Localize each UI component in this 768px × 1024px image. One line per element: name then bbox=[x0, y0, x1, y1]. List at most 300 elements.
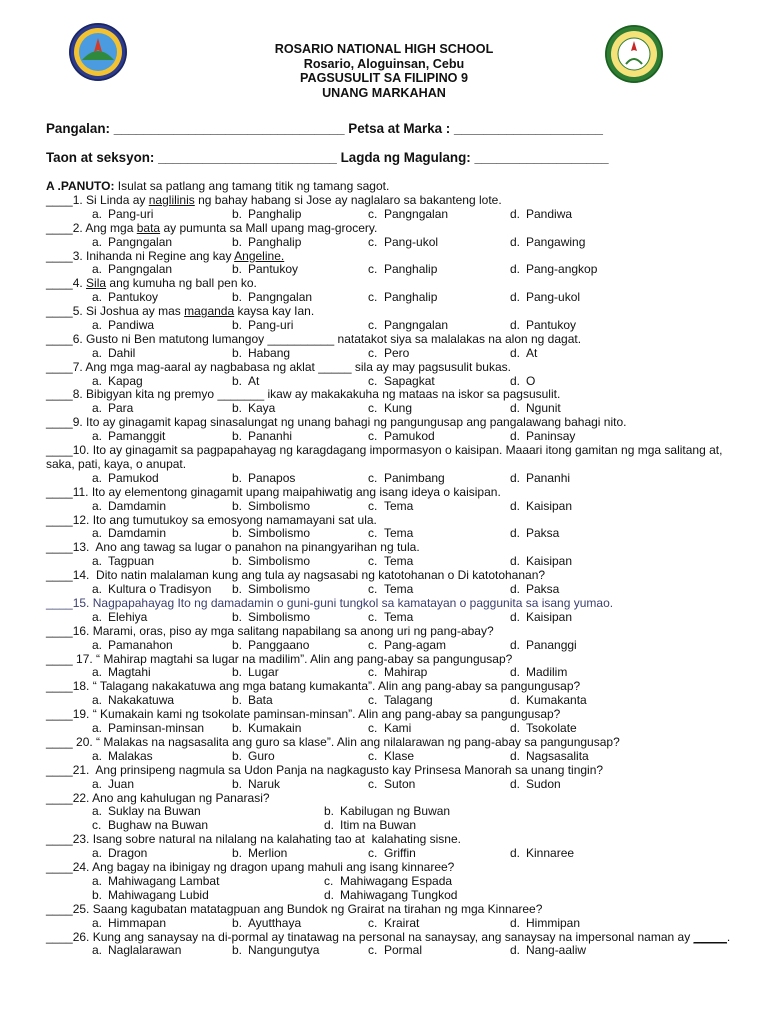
choice-letter: b. bbox=[232, 290, 243, 305]
choice-letter: d. bbox=[510, 776, 521, 791]
choice-text: Simbolismo bbox=[248, 554, 311, 569]
choice-row bbox=[46, 639, 746, 653]
choice-letter: d. bbox=[510, 498, 521, 513]
question-number: ____2. bbox=[46, 220, 83, 235]
question-text: Ang bagay na ibinigay ng dragon upang mahuli ang isang kinnaree? bbox=[89, 860, 455, 875]
choice-letter: c. bbox=[368, 429, 378, 444]
question-number: ____22. bbox=[46, 790, 90, 805]
underlined-word: bata bbox=[136, 220, 161, 235]
choice-letter: a. bbox=[92, 943, 103, 958]
question-19 bbox=[46, 708, 746, 722]
question-15 bbox=[46, 597, 746, 611]
choice-row bbox=[46, 611, 746, 625]
question-text: Inihanda ni Regine ang kay bbox=[82, 248, 235, 263]
choice-letter: a. bbox=[92, 776, 103, 791]
choice-text: Kapag bbox=[108, 373, 143, 388]
choice-letter: c. bbox=[368, 582, 378, 597]
choice-letter: d. bbox=[324, 887, 335, 902]
question-number: ____19. bbox=[46, 707, 90, 722]
question-number: ____ 20. bbox=[46, 734, 93, 749]
choice-text: Panghalip bbox=[384, 262, 438, 277]
choice-letter: d. bbox=[510, 609, 521, 624]
choice-letter: b. bbox=[232, 665, 243, 680]
choice-letter: b. bbox=[232, 401, 243, 416]
choice-text: Juan bbox=[108, 776, 135, 791]
choice-row bbox=[46, 319, 746, 333]
instructions-text: Isulat sa patlang ang tamang titik ng tamang sagot. bbox=[114, 179, 390, 193]
choice-text: Simbolismo bbox=[248, 498, 311, 513]
choice-text: Pangngalan bbox=[384, 318, 449, 332]
choice-text: Kami bbox=[384, 721, 412, 736]
choice-letter: a. bbox=[92, 206, 103, 221]
question-text: Nagpapahayag Ito ng damadamin o guni-guni tungkol sa kamatayan o paggunita sa isang yumao. bbox=[89, 595, 614, 610]
question-6 bbox=[46, 333, 746, 347]
choice-letter: d. bbox=[510, 748, 521, 763]
choice-letter: c. bbox=[368, 776, 378, 791]
choice-row bbox=[46, 291, 746, 305]
choice-letter: b. bbox=[232, 206, 243, 221]
choice-text: Pangngalan bbox=[248, 290, 313, 305]
quarter-title: UNANG MARKAHAN bbox=[322, 85, 446, 100]
question-2 bbox=[46, 222, 746, 236]
choice-text: Mahirap bbox=[384, 665, 428, 680]
choice-text: Pero bbox=[384, 345, 410, 360]
choice-letter: a. bbox=[92, 401, 103, 416]
choice-text: Kumakanta bbox=[526, 693, 587, 708]
choice-letter: d. bbox=[510, 582, 521, 597]
choice-letter: c. bbox=[368, 721, 378, 736]
choice-text: Tagpuan bbox=[108, 554, 155, 569]
choice-row bbox=[46, 583, 746, 597]
question-17 bbox=[46, 653, 746, 667]
choice-text: Pamukod bbox=[108, 470, 159, 485]
underlined-word: Sila bbox=[86, 276, 107, 291]
choice-letter: a. bbox=[92, 290, 103, 305]
choice-row bbox=[46, 917, 746, 931]
choice-letter: d. bbox=[510, 637, 521, 652]
choice-letter: c. bbox=[368, 206, 378, 221]
choice-letter: b. bbox=[232, 262, 243, 277]
choice-row bbox=[46, 402, 746, 416]
choice-letter: a. bbox=[92, 693, 103, 708]
choice-letter: b. bbox=[232, 915, 243, 930]
underlined-word: Angeline. bbox=[234, 248, 285, 263]
question-26 bbox=[46, 931, 746, 945]
question-text: ay pumunta sa Mall upang mag-grocery. bbox=[160, 220, 378, 235]
choice-text: Pangngalan bbox=[108, 234, 173, 249]
choice-letter: a. bbox=[92, 721, 103, 736]
choice-letter: a. bbox=[92, 234, 103, 249]
question-13 bbox=[46, 541, 746, 555]
choice-letter: c. bbox=[368, 637, 378, 652]
choice-text: Kaya bbox=[248, 401, 276, 416]
question-7 bbox=[46, 361, 746, 375]
choice-text: Pananggi bbox=[526, 637, 577, 652]
choice-letter: c. bbox=[324, 873, 334, 888]
choice-text: Pantukoy bbox=[526, 318, 577, 332]
choice-letter: c. bbox=[368, 401, 378, 416]
question-16 bbox=[46, 625, 746, 639]
choice-letter: d. bbox=[510, 943, 521, 958]
choice-text: Paminsan-minsan bbox=[108, 721, 205, 736]
choice-letter: b. bbox=[232, 373, 243, 388]
choice-letter: d. bbox=[510, 846, 521, 861]
choice-letter: a. bbox=[92, 373, 103, 388]
choice-text: Panggaano bbox=[248, 637, 310, 652]
choice-letter: d. bbox=[510, 721, 521, 736]
school-name: ROSARIO NATIONAL HIGH SCHOOL bbox=[274, 42, 494, 56]
exam-title: PAGSUSULIT SA FILIPINO 9 bbox=[300, 71, 468, 85]
choice-text: Pangngalan bbox=[108, 262, 173, 277]
choice-text: Tema bbox=[384, 609, 414, 624]
choice-text: Kaisipan bbox=[526, 554, 573, 569]
choice-letter: a. bbox=[92, 526, 103, 541]
choice-text: Tsokolate bbox=[526, 721, 577, 736]
choice-letter: a. bbox=[92, 873, 103, 888]
choice-letter: b. bbox=[232, 470, 243, 485]
choice-text: Dragon bbox=[108, 846, 148, 861]
choice-text: Pamanahon bbox=[108, 637, 173, 652]
choice-text: Pang-agam bbox=[384, 637, 447, 652]
choice-text: Mahiwagang Tungkod bbox=[340, 887, 458, 902]
choice-text: Nangungutya bbox=[248, 943, 320, 958]
exam-content bbox=[46, 180, 746, 958]
choice-letter: a. bbox=[92, 582, 103, 597]
choice-text: Panimbang bbox=[384, 470, 445, 485]
choice-text: Sapagkat bbox=[384, 373, 435, 388]
choice-text: Damdamin bbox=[108, 498, 167, 513]
choice-letter: d. bbox=[510, 290, 521, 305]
choice-row bbox=[46, 500, 746, 514]
question-text: Kung ang sanaysay na di-pormal ay tinatawag na personal na sanaysay, ang sanaysay na impersonal naman ay bbox=[89, 929, 694, 944]
choice-text: Panghalip bbox=[248, 206, 302, 221]
choice-letter: a. bbox=[92, 470, 103, 485]
school-address: Rosario, Aloguinsan, Cebu bbox=[303, 56, 465, 71]
choice-letter: d. bbox=[510, 693, 521, 708]
choice-letter: b. bbox=[232, 721, 243, 736]
choice-letter: c. bbox=[368, 748, 378, 763]
choice-text: Kaisipan bbox=[526, 609, 573, 624]
choice-letter: b. bbox=[232, 554, 243, 569]
choice-row bbox=[46, 889, 746, 903]
choice-text: Dahil bbox=[108, 345, 136, 360]
question-number: ____13. bbox=[46, 540, 90, 555]
choice-letter: b. bbox=[324, 804, 335, 819]
question-list bbox=[46, 194, 746, 958]
choice-letter: b. bbox=[232, 637, 243, 652]
question-24 bbox=[46, 861, 746, 875]
choice-text: Kumakain bbox=[248, 721, 302, 736]
choice-text: Pananhi bbox=[526, 470, 571, 485]
choice-row bbox=[46, 750, 746, 764]
choice-text: Lugar bbox=[248, 665, 279, 680]
choice-letter: a. bbox=[92, 915, 103, 930]
question-number: ____14. bbox=[46, 568, 90, 583]
question-10 bbox=[46, 444, 746, 472]
choice-row bbox=[46, 472, 746, 486]
choice-text: Paksa bbox=[526, 526, 560, 541]
instructions bbox=[46, 180, 746, 194]
choice-letter: b. bbox=[232, 429, 243, 444]
choice-letter: d. bbox=[510, 373, 521, 388]
choice-text: Pang-ukol bbox=[526, 290, 581, 305]
choice-text: At bbox=[526, 345, 538, 360]
choice-text: Simbolismo bbox=[248, 609, 311, 624]
choice-letter: b. bbox=[92, 887, 103, 902]
question-number: ____9. bbox=[46, 415, 83, 430]
choice-text: Pang-angkop bbox=[526, 262, 598, 277]
choice-text: Guro bbox=[248, 748, 275, 763]
question-text: “ Malakas na nagsasalita ang guro sa klase”. Alin ang nilalarawan ng pang-abay sa pangungusap? bbox=[92, 734, 620, 749]
choice-letter: c. bbox=[368, 526, 378, 541]
choice-letter: d. bbox=[510, 470, 521, 485]
choice-letter: c. bbox=[368, 262, 378, 277]
question-25 bbox=[46, 903, 746, 917]
choice-row bbox=[46, 722, 746, 736]
choice-row bbox=[46, 347, 746, 361]
instructions-label: A .PANUTO: bbox=[46, 179, 115, 193]
choice-text: O bbox=[526, 373, 536, 388]
choice-letter: b. bbox=[232, 498, 243, 513]
question-22 bbox=[46, 792, 746, 806]
section-signature-field[interactable]: Taon at seksyon: ________________________ Lagda ng Magulang: __________________ bbox=[46, 150, 609, 165]
question-text: Saang kagubatan matatagpuan ang Bundok ng Grairat na tirahan ng mga Kinnaree? bbox=[89, 901, 543, 916]
choice-letter: c. bbox=[368, 609, 378, 624]
choice-text: Nakakatuwa bbox=[108, 693, 175, 708]
choice-text: Pangawing bbox=[526, 234, 586, 249]
choice-letter: a. bbox=[92, 554, 103, 569]
question-text: . bbox=[726, 929, 731, 944]
choice-row bbox=[46, 555, 746, 569]
choice-text: Itim na Buwan bbox=[340, 818, 417, 833]
choice-row bbox=[46, 819, 746, 833]
choice-letter: b. bbox=[232, 846, 243, 861]
document-header bbox=[0, 42, 768, 100]
choice-letter: d. bbox=[510, 526, 521, 541]
underlined-word: naglilinis bbox=[148, 192, 195, 207]
choice-text: Suklay na Buwan bbox=[108, 804, 201, 819]
choice-text: Klase bbox=[384, 748, 415, 763]
choice-letter: b. bbox=[232, 748, 243, 763]
choice-letter: c. bbox=[368, 846, 378, 861]
choice-text: Tema bbox=[384, 582, 414, 597]
question-number: ____26. bbox=[46, 929, 90, 944]
question-text: Ang prinsipeng nagmula sa Udon Panja na nagkagusto kay Prinsesa Manorah sa unang tingin? bbox=[89, 762, 604, 777]
choice-text: Krairat bbox=[384, 915, 420, 930]
choice-text: Magtahi bbox=[108, 665, 151, 680]
choice-row bbox=[46, 527, 746, 541]
choice-text: Merlion bbox=[248, 846, 288, 861]
question-11 bbox=[46, 486, 746, 500]
question-number: ____1. bbox=[46, 192, 83, 207]
choice-letter: d. bbox=[510, 345, 521, 360]
choice-text: Panghalip bbox=[248, 234, 302, 249]
choice-text: Talagang bbox=[384, 693, 433, 708]
choice-text: Sudon bbox=[526, 776, 561, 791]
choice-letter: b. bbox=[232, 345, 243, 360]
choice-text: At bbox=[248, 373, 260, 388]
question-number: ____6. bbox=[46, 331, 83, 346]
choice-letter: c. bbox=[368, 915, 378, 930]
choice-letter: a. bbox=[92, 637, 103, 652]
question-number: ____16. bbox=[46, 623, 90, 638]
choice-letter: c. bbox=[368, 345, 378, 360]
choice-text: Mahiwagang Lubid bbox=[108, 887, 209, 902]
choice-text: Pamukod bbox=[384, 429, 435, 444]
choice-text: Madilim bbox=[526, 665, 568, 680]
choice-letter: b. bbox=[232, 234, 243, 249]
choice-text: Paksa bbox=[526, 582, 560, 597]
choice-text: Pormal bbox=[384, 943, 423, 958]
question-number: ____25. bbox=[46, 901, 90, 916]
question-number: ____12. bbox=[46, 512, 90, 527]
choice-text: Suton bbox=[384, 776, 416, 791]
choice-letter: d. bbox=[510, 554, 521, 569]
choice-letter: d. bbox=[510, 429, 521, 444]
question-21 bbox=[46, 764, 746, 778]
question-text: Ito ang tumutukoy sa emosyong namamayani sat ula. bbox=[89, 512, 377, 527]
choice-letter: b. bbox=[232, 582, 243, 597]
choice-letter: b. bbox=[232, 943, 243, 958]
choice-letter: d. bbox=[510, 262, 521, 277]
choice-text: Pamanggit bbox=[108, 429, 166, 444]
choice-text: Pandiwa bbox=[526, 206, 573, 221]
choice-letter: c. bbox=[368, 554, 378, 569]
choice-letter: c. bbox=[92, 818, 102, 833]
choice-text: Naruk bbox=[248, 776, 281, 791]
choice-text: Simbolismo bbox=[248, 526, 311, 541]
question-text: Si Linda ay bbox=[82, 192, 149, 207]
choice-text: Elehiya bbox=[108, 609, 148, 624]
choice-text: Paninsay bbox=[526, 429, 576, 444]
choice-text: Pang-uri bbox=[108, 206, 154, 221]
choice-letter: a. bbox=[92, 804, 103, 819]
question-text: kaysa kay Ian. bbox=[234, 304, 315, 319]
choice-text: Kabilugan ng Buwan bbox=[340, 804, 451, 819]
question-number: ____7. bbox=[46, 359, 83, 374]
choice-text: Kultura o Tradisyon bbox=[108, 582, 212, 597]
name-date-field[interactable]: Pangalan: _______________________________ Petsa at Marka : ____________________ bbox=[46, 121, 603, 136]
choice-letter: c. bbox=[368, 943, 378, 958]
choice-text: Pang-ukol bbox=[384, 234, 439, 249]
choice-letter: c. bbox=[368, 693, 378, 708]
question-text: Marami, oras, piso ay mga salitang napabilang sa anong uri ng pang-abay? bbox=[89, 623, 494, 638]
question-number: ____3. bbox=[46, 248, 83, 263]
question-text: “ Mahirap magtahi sa lugar na madilim”. Alin ang pang-abay sa pangungusap? bbox=[92, 651, 513, 666]
choice-text: Himmapan bbox=[108, 915, 167, 930]
choice-row bbox=[46, 375, 746, 389]
question-text: Ito ay elementong ginagamit upang maipahiwatig ang isang ideya o kaisipan. bbox=[88, 484, 501, 499]
choice-letter: d. bbox=[510, 401, 521, 416]
choice-text: Kaisipan bbox=[526, 498, 573, 513]
choice-text: Para bbox=[108, 401, 134, 416]
choice-row bbox=[46, 430, 746, 444]
choice-row bbox=[46, 944, 746, 958]
question-text: Ang mga bbox=[82, 220, 137, 235]
choice-text: Nagsasalita bbox=[526, 748, 589, 763]
question-number: ____10. bbox=[46, 443, 90, 458]
choice-text: Tema bbox=[384, 498, 414, 513]
question-text: Ito ay ginagamit kapag sinasalungat ng unang bahagi ng pangungusap ang pangalawang bahagi nito. bbox=[82, 415, 627, 430]
choice-letter: c. bbox=[368, 470, 378, 485]
choice-letter: c. bbox=[368, 498, 378, 513]
question-text: ng bahay habang si Jose ay naglalaro sa bakanteng lote. bbox=[194, 192, 502, 207]
question-18 bbox=[46, 680, 746, 694]
choice-text: Pandiwa bbox=[108, 318, 155, 332]
question-number: ____15. bbox=[46, 595, 90, 610]
choice-letter: b. bbox=[232, 526, 243, 541]
choice-letter: c. bbox=[368, 665, 378, 680]
choice-row bbox=[46, 666, 746, 680]
choice-text: Panghalip bbox=[384, 290, 438, 305]
choice-letter: b. bbox=[232, 318, 243, 332]
choice-text: Griffin bbox=[384, 846, 416, 861]
choice-letter: b. bbox=[232, 693, 243, 708]
question-8 bbox=[46, 388, 746, 402]
question-text: Ang mga mag-aaral ay nagbabasa ng aklat _____ sila ay may pagsusulit bukas. bbox=[82, 359, 511, 374]
question-number: ____11. bbox=[46, 484, 89, 499]
question-14 bbox=[46, 569, 746, 583]
question-4 bbox=[46, 277, 746, 291]
choice-letter: a. bbox=[92, 345, 103, 360]
choice-text: Damdamin bbox=[108, 526, 167, 541]
choice-text: Ayutthaya bbox=[248, 915, 302, 930]
choice-letter: c. bbox=[368, 234, 378, 249]
choice-row bbox=[46, 778, 746, 792]
question-text: Gusto ni Ben matutong lumangoy __________ natatakot siya sa malalakas na alon ng dagat. bbox=[82, 331, 582, 346]
question-text: Dito natin malalaman kung ang tula ay nagsasabi ng katotohanan o Di katotohanan? bbox=[89, 568, 546, 583]
question-5 bbox=[46, 305, 746, 319]
question-9 bbox=[46, 416, 746, 430]
choice-text: Pananhi bbox=[248, 429, 293, 444]
choice-letter: a. bbox=[92, 498, 103, 513]
question-1 bbox=[46, 194, 746, 208]
question-number: ____23. bbox=[46, 832, 90, 847]
choice-text: Pantukoy bbox=[108, 290, 159, 305]
choice-letter: c. bbox=[368, 290, 378, 305]
question-text: Si Joshua ay mas bbox=[82, 304, 185, 319]
choice-letter: a. bbox=[92, 665, 103, 680]
choice-text: Naglalarawan bbox=[108, 943, 182, 958]
choice-row bbox=[46, 694, 746, 708]
question-number: ____4. bbox=[46, 276, 83, 291]
choice-text: Kinnaree bbox=[526, 846, 575, 861]
choice-text: Malakas bbox=[108, 748, 153, 763]
choice-letter: c. bbox=[368, 318, 378, 332]
choice-letter: d. bbox=[510, 665, 521, 680]
choice-text: Mahiwagang Espada bbox=[340, 873, 453, 888]
question-number: ____8. bbox=[46, 387, 83, 402]
choice-row bbox=[46, 236, 746, 250]
choice-letter: a. bbox=[92, 846, 103, 861]
question-number: ____5. bbox=[46, 304, 83, 319]
choice-text: Bughaw na Buwan bbox=[108, 818, 209, 833]
choice-text: Panapos bbox=[248, 470, 296, 485]
choice-letter: a. bbox=[92, 318, 103, 332]
question-text: Ito ay ginagamit sa pagpapahayag ng karagdagang impormasyon o kaisipan. Maaari itong gamitan ng mga salitang at, saka, pati, kaya, o anupat. bbox=[46, 443, 723, 471]
choice-row bbox=[46, 805, 746, 819]
question-text: “ Talagang nakakatuwa ang mga batang kumakanta”. Alin ang pang-abay sa pangungusap? bbox=[89, 679, 581, 694]
question-text: ang kumuha ng ball pen ko. bbox=[106, 276, 257, 291]
choice-row bbox=[46, 208, 746, 222]
question-20 bbox=[46, 736, 746, 750]
choice-text: Bata bbox=[248, 693, 273, 708]
choice-text: Simbolismo bbox=[248, 582, 311, 597]
choice-text: Kung bbox=[384, 401, 413, 416]
underlined-word: maganda bbox=[184, 304, 235, 319]
question-3 bbox=[46, 250, 746, 264]
choice-letter: c. bbox=[368, 373, 378, 388]
